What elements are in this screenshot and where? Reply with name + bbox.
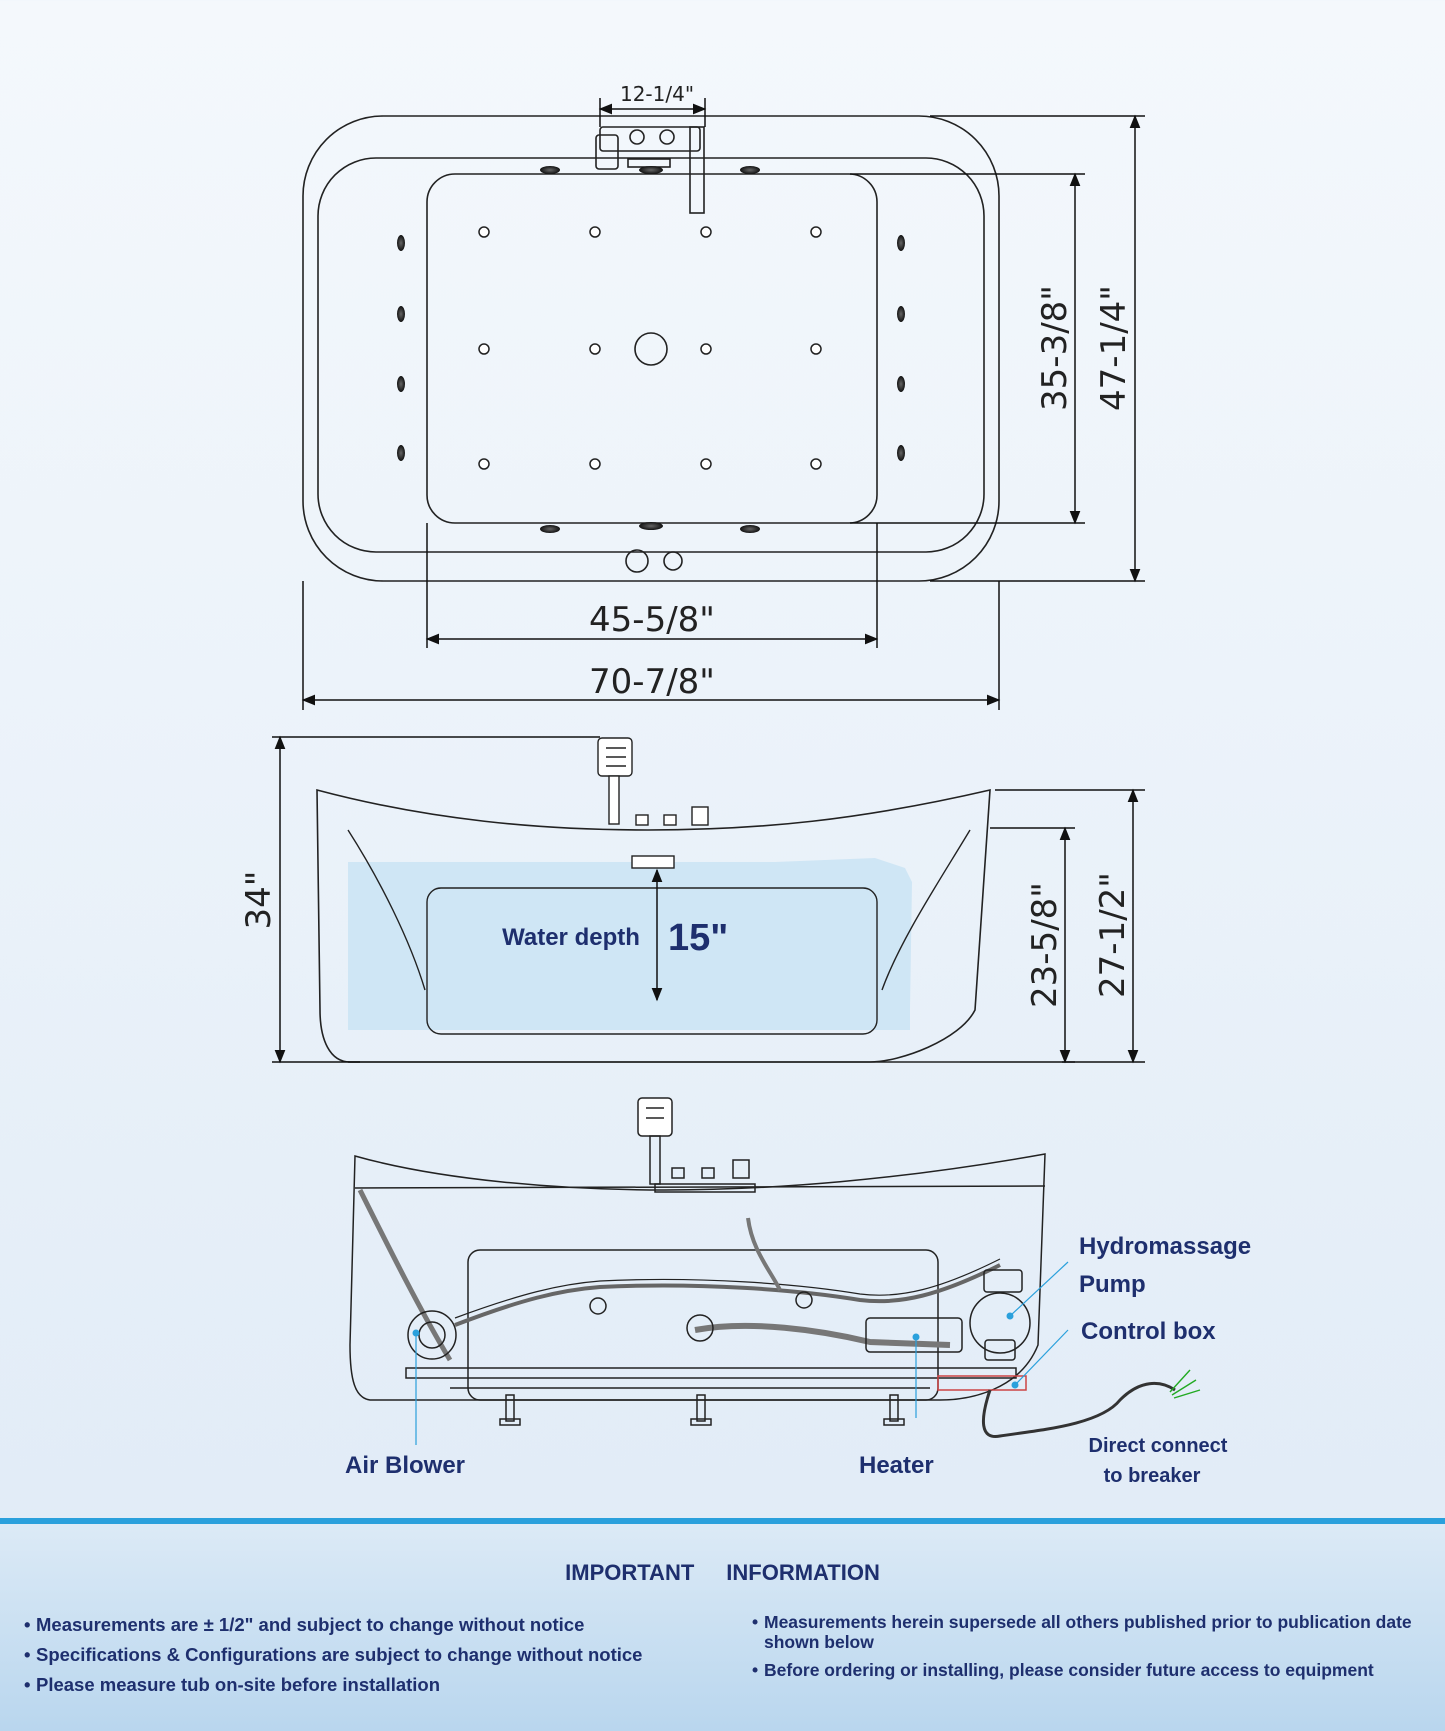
heater-label: Heater bbox=[859, 1452, 934, 1479]
breaker-label-line1: Direct connect bbox=[1088, 1435, 1228, 1457]
info-title-right: INFORMATION bbox=[726, 1560, 880, 1585]
info-list-right bbox=[752, 1612, 1422, 1688]
important-information-panel bbox=[0, 1518, 1445, 1731]
dim-tub-height: 23-5/8" bbox=[1025, 882, 1065, 1008]
spout-icon bbox=[632, 856, 674, 868]
dim-faucet-width: 12-1/4" bbox=[619, 82, 695, 106]
tub-rim-outline bbox=[318, 158, 984, 552]
info-title bbox=[0, 1560, 1445, 1586]
air-blower-label: Air Blower bbox=[345, 1452, 466, 1479]
tub-cutaway-outline bbox=[350, 1154, 1045, 1400]
info-item: • Measurements are ± 1/2" and subject to change without notice bbox=[24, 1614, 704, 1636]
info-item: • Before ordering or installing, please consider future access to equipment bbox=[752, 1660, 1422, 1680]
info-item: • Specifications & Configurations are subject to change without notice bbox=[24, 1644, 704, 1666]
floor-jets bbox=[479, 227, 821, 469]
control-knob-icon bbox=[664, 552, 682, 570]
water-depth-value: 15" bbox=[668, 917, 729, 959]
pump-label-line1: Hydromassage bbox=[1079, 1233, 1252, 1260]
water-depth-label: Water depth bbox=[502, 924, 640, 951]
pump-label-line2: Pump bbox=[1079, 1271, 1146, 1298]
tub-outer-outline bbox=[303, 116, 999, 581]
side-jets bbox=[397, 166, 905, 533]
tub-basin-outline bbox=[427, 174, 877, 523]
control-knob-icon bbox=[626, 550, 648, 572]
dim-rim-height: 27-1/2" bbox=[1093, 872, 1133, 998]
control-box-label: Control box bbox=[1081, 1318, 1216, 1345]
dim-inner-depth: 35-3/8" bbox=[1035, 285, 1075, 411]
dim-overall-length: 70-7/8" bbox=[589, 662, 715, 702]
drain-icon bbox=[635, 333, 667, 365]
power-cable bbox=[983, 1383, 1175, 1436]
info-item: • Measurements herein supersede all others published prior to publication date shown below bbox=[752, 1612, 1422, 1652]
breaker-label-line2: to breaker bbox=[1103, 1465, 1201, 1487]
pump-icon bbox=[970, 1293, 1030, 1353]
dim-overall-height: 34" bbox=[239, 870, 279, 930]
dim-overall-width: 47-1/4" bbox=[1094, 285, 1134, 411]
info-title-left: IMPORTANT bbox=[565, 1560, 695, 1585]
valve-icons bbox=[636, 807, 708, 825]
cutaway-view bbox=[350, 1098, 1045, 1425]
info-list-left bbox=[24, 1614, 704, 1704]
side-view bbox=[317, 738, 990, 1062]
top-view bbox=[303, 116, 999, 581]
dim-inner-width: 45-5/8" bbox=[589, 600, 715, 640]
info-item: • Please measure tub on-site before installation bbox=[24, 1674, 704, 1696]
handheld-shower-icon bbox=[598, 738, 632, 824]
